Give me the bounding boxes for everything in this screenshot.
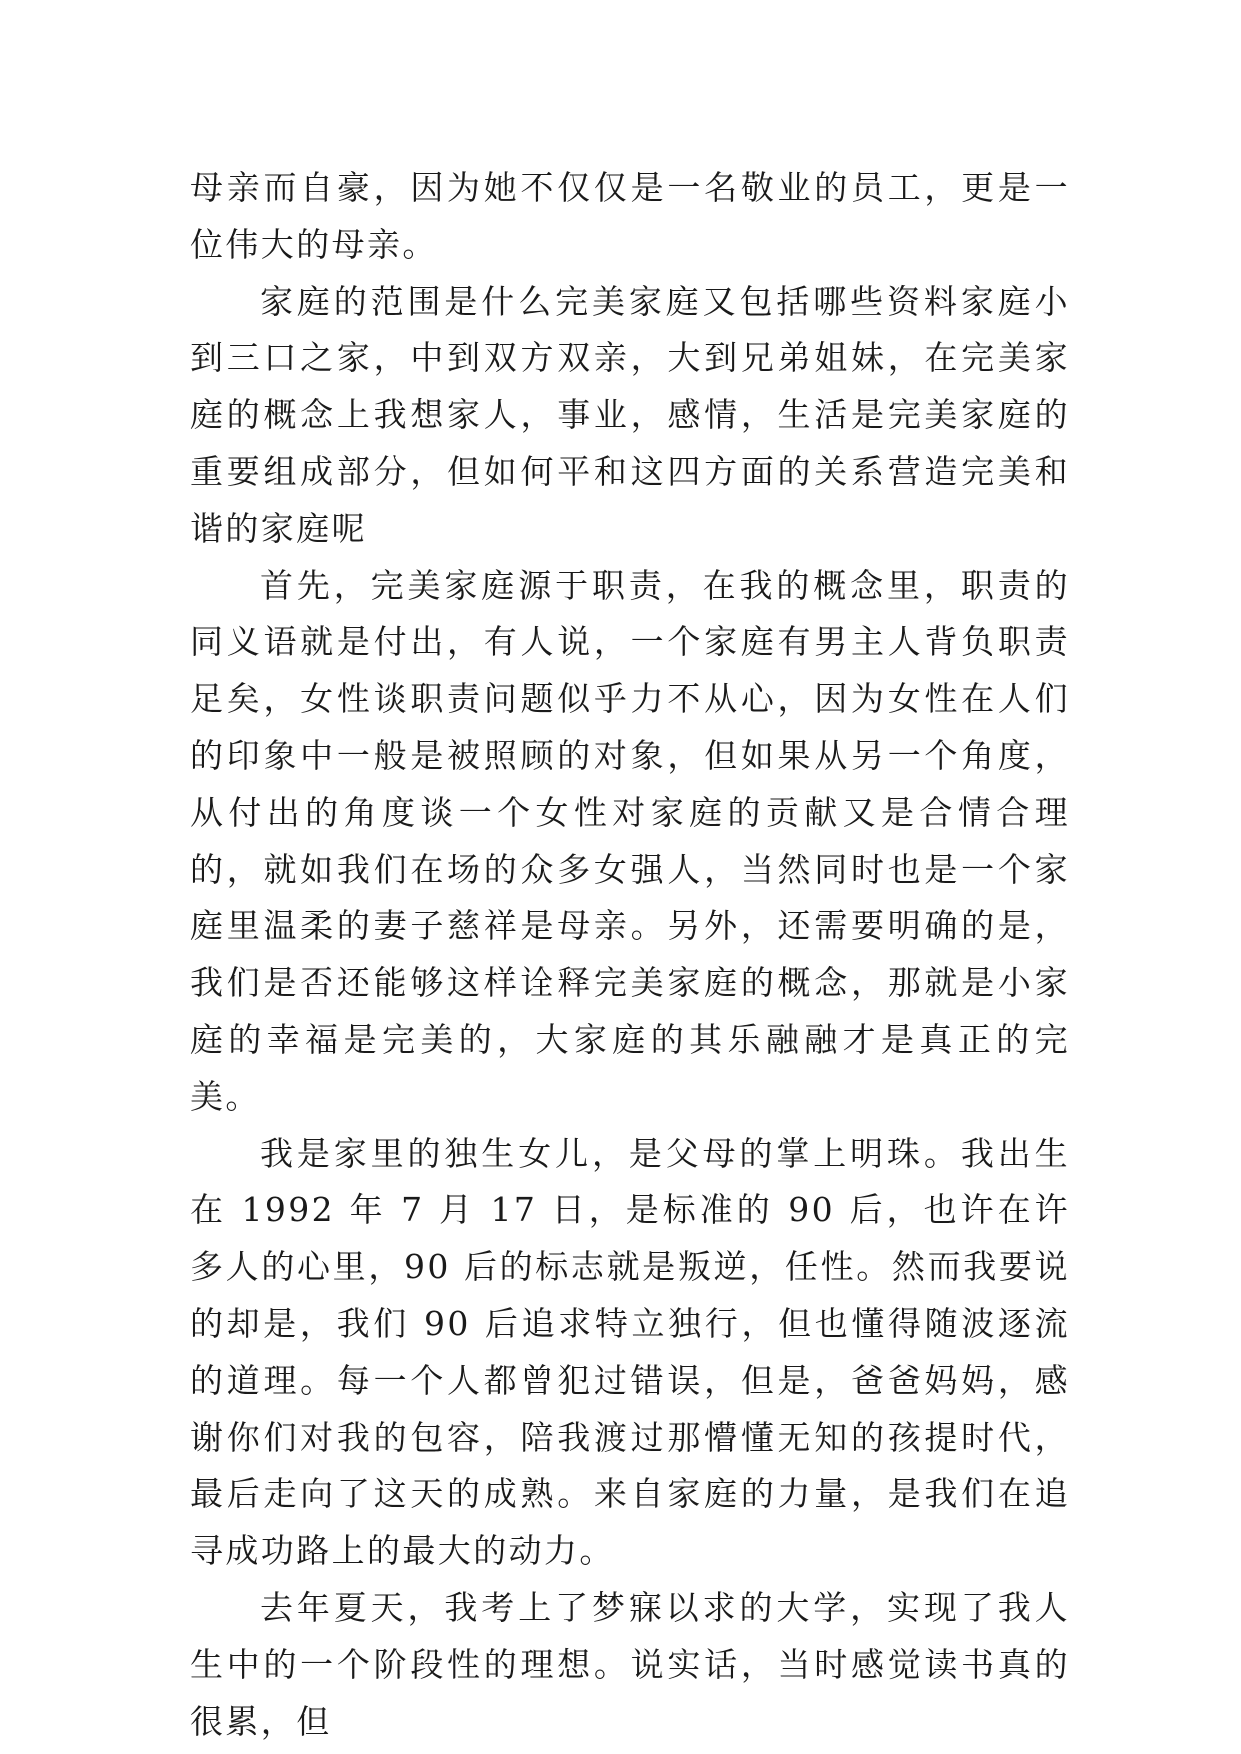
paragraph-family-scope: 家庭的范围是什么完美家庭又包括哪些资料家庭小到三口之家，中到双方双亲，大到兄弟姐妹，在完美家庭的概念上我想家人，事业，感情，生活是完美家庭的重要组成部分，但如何平和这四方面的关系营造完美和谐的家庭呢	[190, 281, 1070, 548]
paragraph-responsibility: 首先，完美家庭源于职责，在我的概念里，职责的同义语就是付出，有人说，一个家庭有男主人背负职责足矣，女性谈职责问题似乎力不从心，因为女性在人们的印象中一般是被照顾的对象，但如果从另一个角度，从付出的角度谈一个女性对家庭的贡献又是合情合理的，就如我们在场的众多女强人，当然同时也是一个家庭里温柔的妻子慈祥是母亲。另外，还需要明确的是，我们是否还能够这样诠释完美家庭的概念，那就是小家庭的幸福是完美的，大家庭的其乐融融才是真正的完美。	[190, 565, 1070, 1116]
paragraph-last-summer: 去年夏天，我考上了梦寐以求的大学，实现了我人生中的一个阶段性的理想。说实话，当时感觉读书真的很累，但	[190, 1587, 1070, 1741]
paragraph-only-daughter: 我是家里的独生女儿，是父母的掌上明珠。我出生在 1992 年 7 月 17 日，是标准的 90 后，也许在许多人的心里，90 后的标志就是叛逆，任性。然而我要说的却是，我们 90 后追求特立独行，但也懂得随波逐流的道理。每一个人都曾犯过错误，但是，爸爸妈妈，感谢你们对我的包容，陪我渡过那懵懂无知的孩提时代，最后走向了这天的成熟。来自家庭的力量，是我们在追寻成功路上的最大的动力。	[190, 1133, 1070, 1571]
paragraph-continuation: 母亲而自豪，因为她不仅仅是一名敬业的员工，更是一位伟大的母亲。	[190, 168, 1070, 264]
document-body	[190, 160, 1070, 1750]
